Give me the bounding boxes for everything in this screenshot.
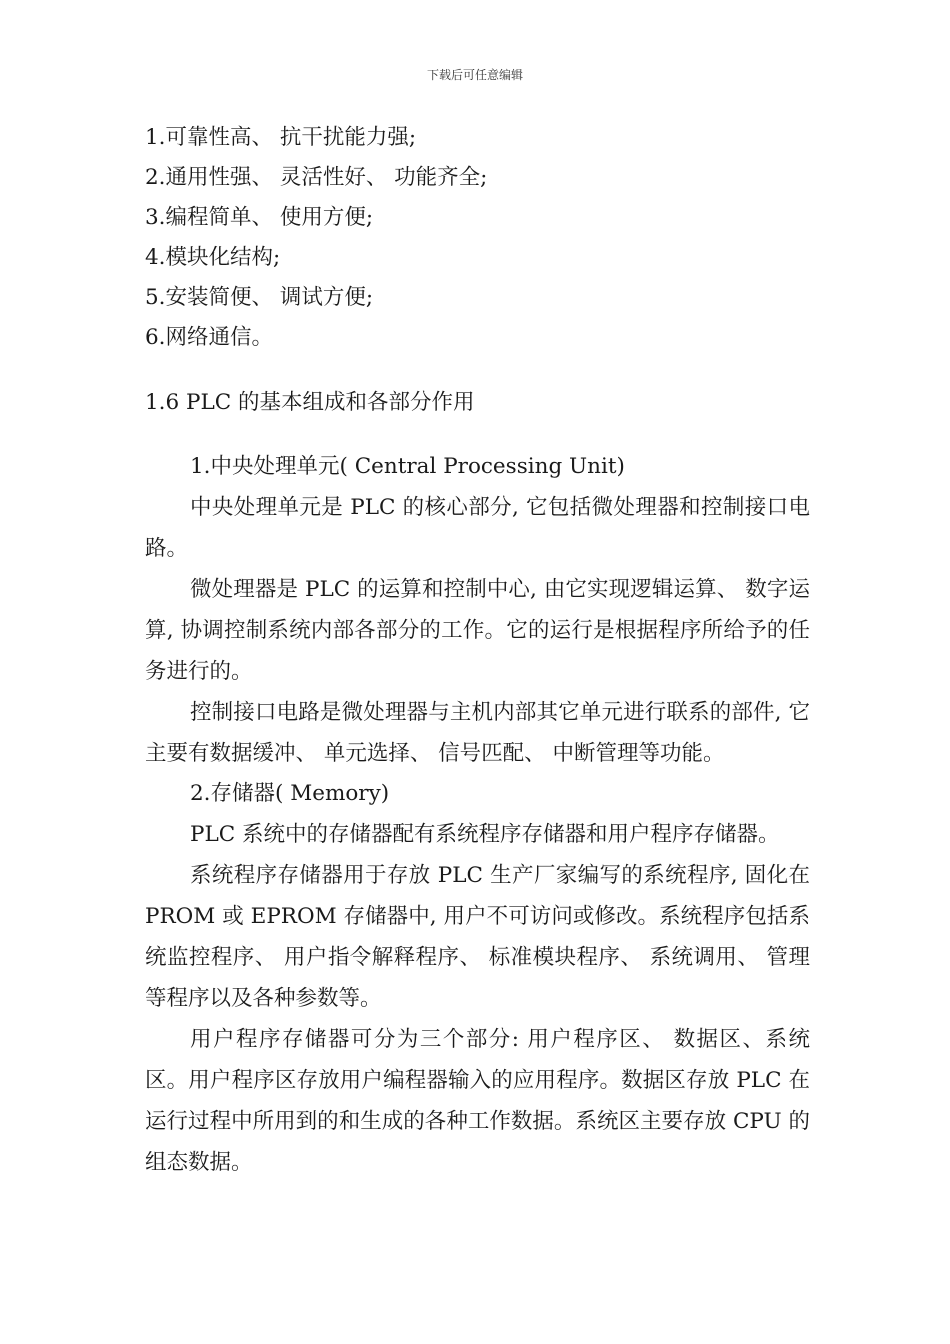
cpu-heading: 1.中央处理单元( Central Processing Unit) xyxy=(190,454,625,479)
memory-paragraph-3: 用户程序存储器可分为三个部分: 用户程序区、 数据区、系统区。用户程序区存放用户编程器输入的应用程序。数据区存放 PLC 在运行过程中所用到的和生成的各种工作数据。系统区主要存放 CPU 的组态数据。 xyxy=(145,1027,810,1175)
memory-paragraph-1: PLC 系统中的存储器配有系统程序存储器和用户程序存储器。 xyxy=(190,822,780,847)
feature-item: 4.模块化结构; xyxy=(145,245,281,270)
document-body xyxy=(145,118,810,1183)
feature-item: 5.安装简便、 调试方便; xyxy=(145,285,374,310)
section-title: 1.6 PLC 的基本组成和各部分作用 xyxy=(145,390,475,415)
memory-heading: 2.存储器( Memory) xyxy=(190,781,390,806)
cpu-paragraph-1: 中央处理单元是 PLC 的核心部分, 它包括微处理器和控制接口电路。 xyxy=(145,495,810,561)
cpu-paragraph-2: 微处理器是 PLC 的运算和控制中心, 由它实现逻辑运算、 数字运算, 协调控制系统内部各部分的工作。它的运行是根据程序所给予的任务进行的。 xyxy=(145,577,810,684)
section-body xyxy=(145,447,810,1183)
page-header: 下载后可任意编辑 xyxy=(426,68,523,82)
feature-item: 2.通用性强、 灵活性好、 功能齐全; xyxy=(145,165,488,190)
feature-list xyxy=(145,118,810,358)
memory-paragraph-2: 系统程序存储器用于存放 PLC 生产厂家编写的系统程序, 固化在 PROM 或 EPROM 存储器中, 用户不可访问或修改。系统程序包括系统监控程序、 用户指令解释程序、 标准模块程序、 系统调用、 管理等程序以及各种参数等。 xyxy=(145,863,810,1011)
feature-item: 3.编程简单、 使用方便; xyxy=(145,205,374,230)
cpu-paragraph-3: 控制接口电路是微处理器与主机内部其它单元进行联系的部件, 它主要有数据缓冲、 单元选择、 信号匹配、 中断管理等功能。 xyxy=(145,700,810,766)
feature-item: 1.可靠性高、 抗干扰能力强; xyxy=(145,125,417,150)
feature-item: 6.网络通信。 xyxy=(145,325,274,350)
